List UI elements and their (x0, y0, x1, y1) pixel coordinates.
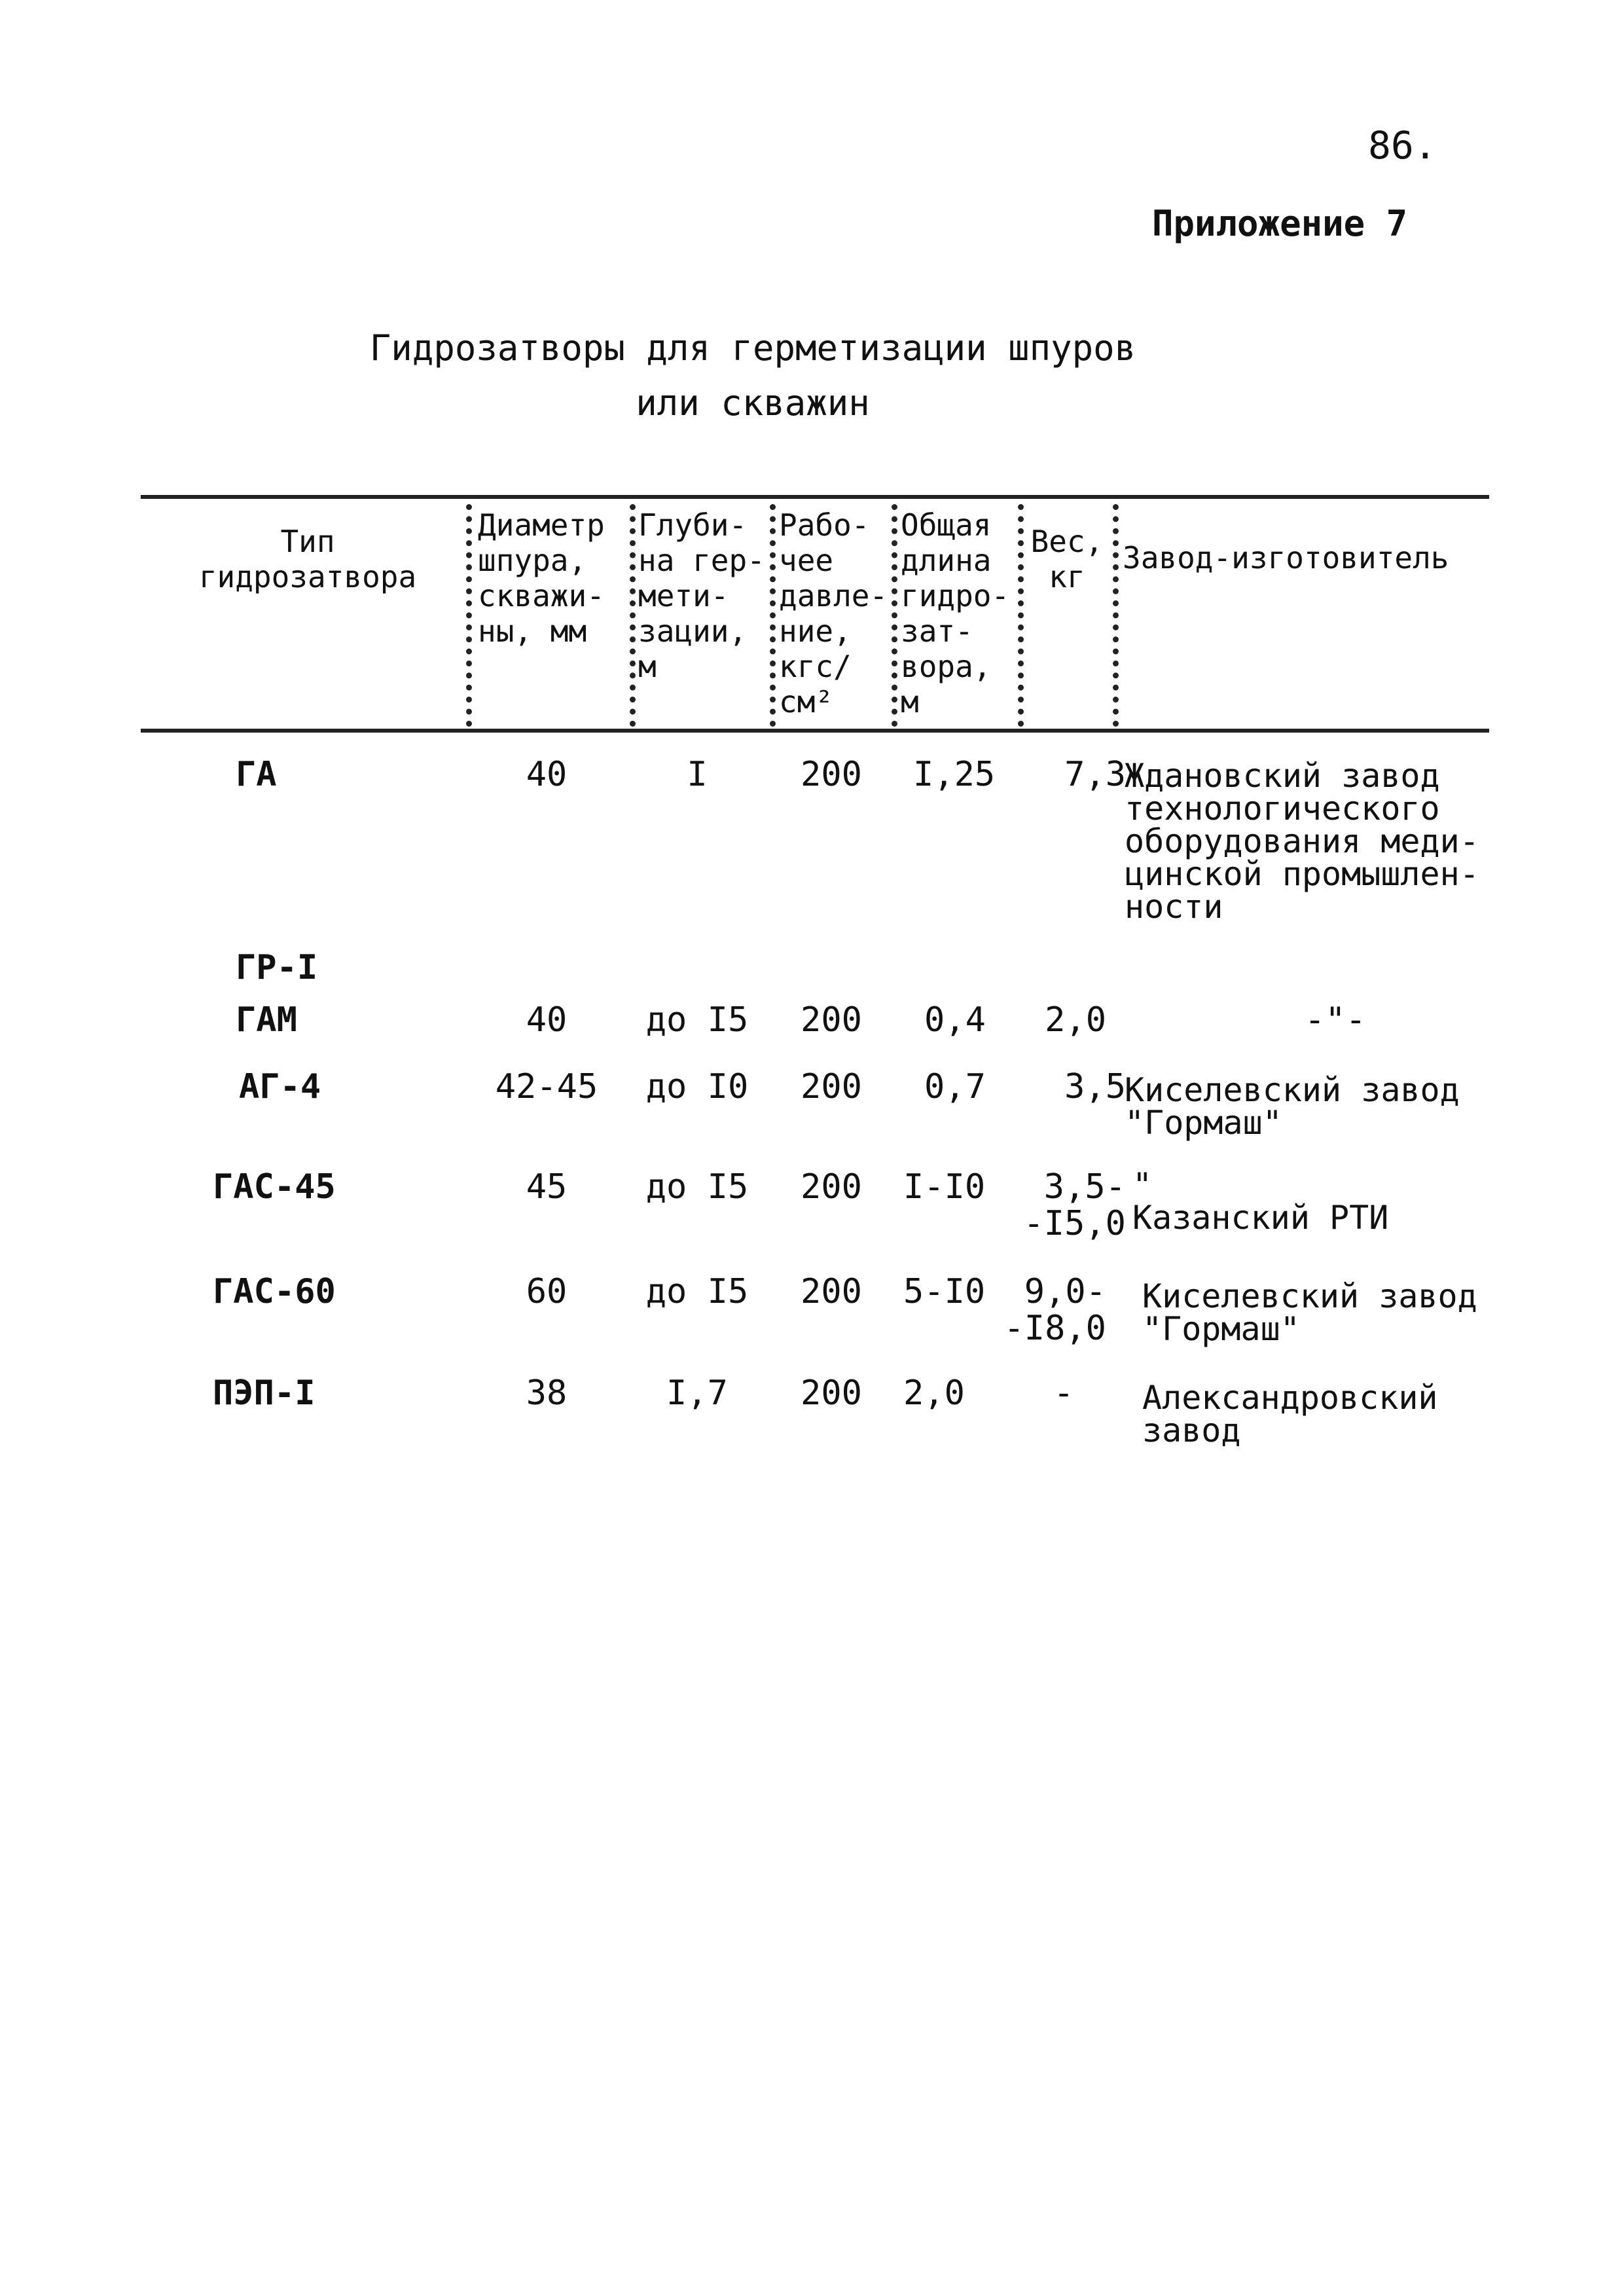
header-weight: Вес, кг (1030, 524, 1104, 594)
header-depth: Глуби- на гер- мети- зации, м (638, 507, 765, 684)
table-row-length: I,25 (913, 755, 996, 794)
table-row-maker: -"- (1305, 1000, 1366, 1040)
table-row-diameter: 60 (526, 1272, 568, 1311)
table-row-weight: 3,5- -I5,0 (1023, 1167, 1126, 1243)
table-row-diameter: 38 (526, 1374, 568, 1413)
table-header-rule (141, 729, 1489, 733)
header-length: Общая длина гидро- зат- вора, м (901, 507, 1010, 720)
table-row-diameter: 40 (526, 755, 568, 794)
table-row-maker: Киселевский завод "Гормаш" (1125, 1071, 1460, 1142)
table-row-maker: Ждановский завод технологического оборудования меди- цинской промышлен- ности (1125, 757, 1479, 926)
appendix-label: Приложение 7 (1152, 203, 1408, 244)
table-row-depth: до I5 (645, 1167, 749, 1207)
column-separator (770, 504, 776, 727)
table-row-type: ГАС-45 (213, 1167, 336, 1207)
column-separator (466, 504, 472, 727)
table-row-diameter: 45 (526, 1167, 568, 1207)
table-row-diameter: 40 (526, 1000, 568, 1040)
column-separator (630, 504, 636, 727)
table-row-weight: 9,0- -I8,0 (1003, 1272, 1106, 1348)
table-row-depth: I,7 (666, 1374, 728, 1413)
table-row-weight: 2,0 (1045, 1000, 1106, 1040)
column-separator (1113, 504, 1119, 727)
table-row-weight: - (1053, 1374, 1074, 1413)
header-maker: Завод-изготовитель (1123, 540, 1449, 575)
table-row-diameter: 42-45 (495, 1067, 598, 1106)
table-row-length: 0,4 (924, 1000, 986, 1040)
table-row-pressure: 200 (801, 1374, 862, 1413)
table-row-length: 2,0 (903, 1374, 965, 1413)
table-row-maker: Киселевский завод "Гормаш" (1142, 1277, 1477, 1348)
table-row-type: ПЭП-I (213, 1374, 316, 1413)
header-pressure: Рабо- чее давле- ние, кгс/см² (779, 507, 888, 720)
table-row-pressure: 200 (801, 755, 862, 794)
table-top-rule (141, 495, 1489, 499)
table-row-length: I-I0 (903, 1167, 986, 1207)
page-title: Гидрозатворы для герметизации шпуров или скважин (369, 327, 1136, 424)
table-row-depth: I (687, 755, 708, 794)
table-row-type: АГ-4 (239, 1067, 321, 1106)
table-row-length: 0,7 (924, 1067, 986, 1106)
page-number: 86. (1368, 123, 1437, 168)
table-row-pressure: 200 (801, 1067, 862, 1106)
table-row-pressure: 200 (801, 1167, 862, 1207)
table-row-pressure: 200 (801, 1272, 862, 1311)
table-row-weight: 7,3 (1064, 755, 1126, 794)
table-row-maker (1132, 1166, 1538, 1237)
header-type: Тип гидрозатвора (198, 524, 417, 594)
column-separator (892, 504, 897, 727)
table-row-type: ГА (236, 755, 277, 794)
table-row-type: ГАС-60 (213, 1272, 336, 1311)
table-row-depth: до I5 (645, 1000, 749, 1040)
table-row-depth: до I0 (645, 1067, 749, 1106)
table-row-type: ГАМ (236, 1000, 297, 1040)
table-row-maker-text: " Казанский РТИ (1132, 1166, 1389, 1237)
table-row-maker: Александровский завод (1142, 1379, 1438, 1449)
table-row-pressure: 200 (801, 1000, 862, 1040)
header-diameter: Диаметр шпура, скважи- ны, мм (478, 507, 605, 649)
table-row-weight: 3,5 (1064, 1067, 1126, 1106)
table-row-length: 5-I0 (903, 1272, 986, 1311)
table-row-type: ГР-I (236, 948, 318, 987)
table-row-depth: до I5 (645, 1272, 749, 1311)
